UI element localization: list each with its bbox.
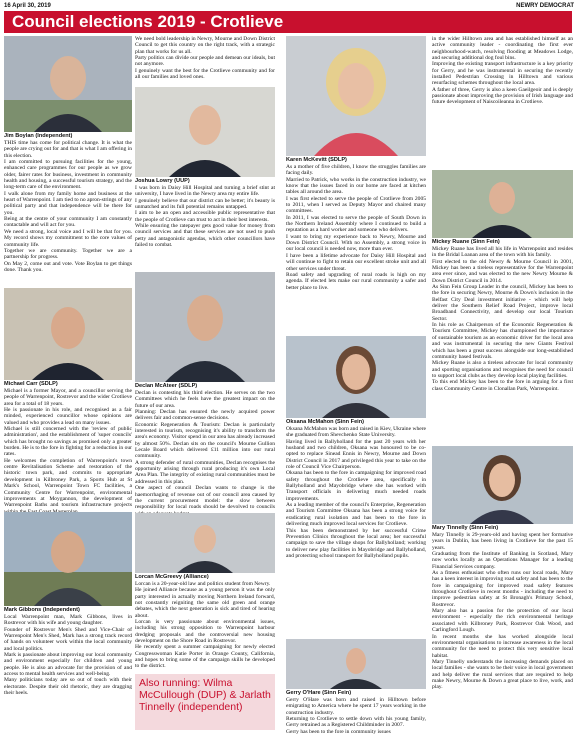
- article-mickey-ruane: [432, 246, 573, 444]
- paragraph: A father of three, Gerry is also a keen Gaeilgeoir and is deeply passionate about improving the provision of Irish language and future development of Naiscoileanna in Crotlieve.: [432, 86, 573, 106]
- caption-karen-mckevitt: Karen McKevitt (SDLP): [286, 157, 347, 163]
- photo-lorcan-mcgreevy: [135, 513, 275, 573]
- paragraph: Graduating from the Institute of Banking in Scotland, Mary now works locally as an Operations Manager for a leading Financial Services company.: [432, 551, 573, 570]
- paragraph: in the wider Hilltown area and has established himself as an active community leader - coordinating the first ever neighbourhood-watch, resolving flooding at Meadows Lodge, and securing additional dog foul bins.: [432, 36, 573, 62]
- photo-oksana-mcmahon: [286, 336, 426, 418]
- title-banner: [4, 11, 572, 33]
- caption-oksana-mcmahon: Oksana McMahon (Sinn Fein): [286, 419, 365, 425]
- paragraph: Mary Tinnelly understands the increasing demands placed on local families - she wants to be their voice in local government and help deliver the rural services that are required to help make Newry, Mourne & Down a great place to live, work, and play.: [432, 658, 573, 691]
- article-declan-mcateer: [135, 390, 275, 512]
- caption-joshua-lowry: Joshua Lowry (UUP): [135, 178, 190, 184]
- paragraph: Party politics can divide our people and demean our ideals, but not anymore.: [135, 55, 275, 68]
- paragraph: He is passionate in his role, and recognised as a fair minded, experienced councillor whose opinions are valued and who provides a lead on many issues.: [4, 407, 132, 426]
- paragraph: In his role as Chairperson of the Economic Regeneration & Tourism Committee, Mickey has championed the importance of sustainable tourism as an economic driver for the local area and was instrumental in securing the new Giants Festival which has been a great success alongside our long-established community based festivals.: [432, 322, 573, 360]
- article-mark-gibbons: [4, 614, 132, 735]
- photo-mary-tinnelly: [432, 446, 573, 524]
- caption-lorcan-mcgreevy: Lorcan McGreevy (Alliance): [135, 574, 209, 580]
- article-mary-tinnelly: [432, 532, 573, 736]
- paragraph: On May 2, come out and vote. Vote Boylan to get things done. Thank you.: [4, 260, 132, 273]
- caption-declan-mcateer: Declan McAteer (SDLP): [135, 383, 198, 389]
- paragraph: Planning: Declan has ensured the newly acquired power delivers fair and common-sense decisions.: [135, 409, 275, 422]
- photo-mark-gibbons: [4, 512, 132, 606]
- paragraph: Mary also has a passion for the protection of our local environment - especially the rich environmental heritage associated with Kilbroney Park, Rostrevor Oak Wood, and Carlingford Lough.: [432, 608, 573, 634]
- photo-gerry-ohare: [286, 639, 426, 689]
- paragraph: Michael is a former Mayor, and a councillor serving the people of Warrenpoint, Rostrevor and the wider Crotlieve area for a total of 18 years.: [4, 388, 132, 407]
- paragraph: He joined Alliance because as a young person it was the only party interested in actually moving Northern Ireland forward, not constantly reigniting the same old green and orange debates, which the next generation is sick and tired of hearing about.: [135, 587, 275, 619]
- paragraph: Declan is contesting his third election. He serves on the two Committees which he feels have the greatest impact on the future of our area.: [135, 390, 275, 409]
- paragraph: One aspect of council Declan wants to change is the haemorrhaging of revenue out of our council area caused by the current procurement model: the slow between responsibility for local roads should be devolved to councils: [135, 485, 275, 511]
- photo-declan-mcateer: [135, 272, 275, 382]
- paragraph: In recent months she has worked alongside local environmental organisations to increase awareness in the local community for the need to protect this very sensitive local habitat.: [432, 633, 573, 659]
- paragraph: I am committed to pursuing facilities for the young, enhanced care programmes for our people as we grow older, fairer rates for business, investment in community health and housing, a successful tourism strategy, and the long-term care of the environment.: [4, 159, 132, 191]
- paragraph: This has been demonstrated by her successful Crime Prevention Clinics throughout the local area; her successful campaign to save the village shops for Ballyholland; working to deliver new play facilities in Mayobridge and Ballyholland, and protecting school transport for Ballyholland pupils.: [286, 527, 426, 559]
- article-jim-boylan: [4, 140, 132, 288]
- paragraph: Returning to Crotlieve to settle down with his young family, Gerry retrained as a Registered Childminder in 2007.: [286, 716, 426, 729]
- paragraph: Together we are community. Together we are a partnership for progress.: [4, 247, 132, 261]
- paragraph: Having lived in Ballyholland for the past 20 years with her husband and two children, Oksana was honoured to be co-opted to replace Sinead Ennis in Newry, Mourne and Down District Council in 2017 and privileged this year to take on the role of Council Vice Chairperson.: [286, 438, 426, 471]
- paragraph: I walk alone from my family home and business at the heart of Warrenpoint. I am tied to no apron-strings of any political party and that independence will be there for you.: [4, 190, 132, 216]
- photo-mickey-ruane: [432, 170, 573, 238]
- photo-joshua-lowry: [135, 87, 275, 177]
- paragraph: Michael is still concerned with the 'review of public administration', and the establishment of 'super councils' which has brought no savings as promised only a greater burden. He is to the fore in fighting for a reduction in our rates.: [4, 426, 132, 458]
- paragraph: Improving the existing transport infrastructure is a key priority for Gerry, and he was instrumental in securing the recently installed Pedestrian Crossing in Hilltown and various resurfacing schemes throughout the local area.: [432, 61, 573, 87]
- article-column2-intro: [135, 36, 275, 86]
- article-karen-mckevitt: [286, 164, 426, 334]
- caption-mark-gibbons: Mark Gibbons (Independent): [4, 607, 80, 613]
- paragraph: We need a strong, local voice and I will be that for you. My record shows my commitment to the core values of community life.: [4, 228, 132, 248]
- paragraph: Gerry O'Hare was born and raised in Hilltown before emigrating to America where he spent 17 years working in the construction industry.: [286, 697, 426, 716]
- paragraph: Mickey Ruane is also a tireless advocate for local community and sporting organisations and recognises the need for council to support local clubs as they develop local playing facilities.: [432, 360, 573, 379]
- photo-karen-mckevitt: [286, 36, 426, 156]
- paragraph: THIS time has come for political change. It is what the people are crying out for and that is what I am offering in this election.: [4, 140, 132, 159]
- paragraph: I want to bring my experience back to Newry, Mourne and Down District Council. With no Assembly, a strong voice in our local council is needed now, more than ever.: [286, 233, 426, 253]
- caption-mary-tinnelly: Mary Tinnelly (Sinn Fein): [432, 525, 499, 531]
- paragraph: Oksana McMahon was born and raised in Kiev, Ukraine where she graduated from Shevchenko State University.: [286, 426, 426, 439]
- page-number-date: 16 April 30, 2019: [4, 3, 51, 9]
- paragraph: He recently spent a summer campaigning for newly elected Congresswoman Katie Porter in Orange County, California, and hopes to bring some of the campaign skills he developed to the district.: [135, 644, 275, 670]
- paragraph: Being at the centre of your community I am constantly contactable and will act for you.: [4, 216, 132, 229]
- paragraph: While ensuring the ratepayer gets good value for money from council services and that these services are not used to push petty and antagonistic agendas, which other councillors have failed to combat.: [135, 223, 275, 249]
- article-lorcan-mcgreevy: [135, 581, 275, 673]
- paragraph: Mickey Ruane has lived all his life in Warrenpoint and resides in the Bridal Loanan area of the town with his family.: [432, 246, 573, 259]
- paragraph: As a fitness enthusiast who often runs our local roads, Mary has a keen interest in improving road safety and has been to the fore in campaigning for improved road safety features throughout Crotlieve in recent months - including the need to improve pedestrian safety at St Bronagh's Primary School, Rostrevor.: [432, 570, 573, 608]
- paragraph: I was born in Daisy Hill Hospital and turning a brief stint at university, I have lived in the Newry area my entire life.: [135, 185, 275, 198]
- paragraph: Lorcan is very passionate about environmental issues, including his strong opposition to Warrenpoint harbour dredging proposals and the controversial new housing development on the Shore Road in Rostrevor.: [135, 619, 275, 645]
- paragraph: We need bold leadership in Newry, Mourne and Down District Council to get this country on the right track, with a strategic plan that works for us all.: [135, 36, 275, 55]
- article-gerry-ohare: [286, 697, 426, 737]
- paragraph: Founder of Rostrevor Men's Shed and Vice-Chair of Warrenpoint Men's Shed, Mark has a strong track record of hands on volunteer work within the local community and local politics.: [4, 626, 132, 652]
- masthead: NEWRY DEMOCRAT: [516, 3, 574, 9]
- paragraph: As a leading member of the council's Enterprise, Regeneration and Tourism Committee Oksana has been a strong voice for eradicating rural isolation and has been to the fore in delivering much improved local services for Crotlieve.: [286, 502, 426, 528]
- photo-michael-carr: [4, 288, 132, 380]
- paragraph: A strong defender of rural communities, Declan recognises the opportunity arising through rural producing it's own Local Area Plan. The integrity of existing rural communities must be addressed in this plan.: [135, 459, 275, 485]
- caption-jim-boylan: Jim Boylan (Independent): [4, 133, 73, 139]
- paragraph: I have been a lifetime advocate for Daisy Hill Hospital and will continue to fight to retain our excellent stroke unit and all other services under threat.: [286, 252, 426, 272]
- also-running-box: [135, 674, 275, 730]
- paragraph: First elected to the old Newry & Mourne Council in 2001, Mickey has been a tireless representative for the Warrenpoint area ever since, and was elected to the new Newry Mourne & Down District Council in 2014.: [432, 258, 573, 284]
- paragraph: To this end Mickey has been to the fore in arguing for a first class Community Centre in Clonallan Park, Warrenpoint.: [432, 379, 573, 392]
- paragraph: Economic Regeneration & Tourism: Declan is particularly interested in tourism, recognising it's ability to transform the area's economy. Visitor spend in our area has already increased by almost 50%. Declan sits on the council's Mourne Gullion Lecale Board which delivered £11 million into our rural community.: [135, 421, 275, 460]
- paragraph: I genuinely believe that our district can be better; it's beauty is unmatched and its full potential remains untapped.: [135, 197, 275, 211]
- paragraph: Married to Patrick, who works in the construction industry, we know that the issues faced in our home are faced at kitchen tables all around the area.: [286, 176, 426, 196]
- paragraph: Gerry has been to the fore in community issues: [286, 728, 391, 735]
- paragraph: As Sinn Fein Group Leader in the council, Mickey has been to the fore in securing Newry, Mourne & Down's inclusion in the Belfast City Deal investment initiative - which will help deliver the Southern Relief Road Project, improve local Broadband Connectivity, and develop our local Tourism Sector.: [432, 284, 573, 322]
- page-title: Council elections 2019 - Crotlieve: [12, 12, 284, 31]
- caption-mickey-ruane: Mickey Ruane (Sinn Fein): [432, 239, 500, 245]
- paragraph: As a mother of five children, I know the struggles families are facing daily.: [286, 164, 426, 177]
- paragraph: Mark is passionate about improving our local community and environment especially for children and young people. He is also an advocate for the provision of and access to mental health services and well-being.: [4, 652, 132, 678]
- paragraph: In 2011, I was elected to serve the people of South Down in the Northern Ireland Assembly where I continued to build a reputation as a hard worker and someone who delivers.: [286, 214, 426, 234]
- paragraph: Mary Tinnelly is 29-years-old and having spent her formative years in Dublin, has been living in Crotlieve for the past 15 years.: [432, 532, 573, 551]
- paragraph: Local Warrenpoint man, Mark Gibbons, lives in Rostrevor with his wife and young daughter.: [4, 614, 132, 627]
- article-oksana-mcmahon: [286, 426, 426, 638]
- paragraph: I was first elected to serve the people of Crotlieve from 2005 to 2011, when I served as Deputy Mayor and chaired many committees.: [286, 195, 426, 215]
- paragraph: Road safety and upgrading of rural roads is high on my agenda. If elected lets make our rural community a safer and better place to live.: [286, 271, 426, 291]
- article-joshua-lowry: [135, 185, 275, 271]
- article-column4-intro: [432, 36, 573, 168]
- also-running-text: Also running: Wilma McCullough (DUP) & Jarlath Tinnelly (independent): [139, 677, 271, 713]
- paragraph: I genuinely want the best for the Crotlieve community and for all our families and loved ones.: [135, 67, 275, 81]
- paragraph: I aim to be an open and accessible public representative that the people of Crotlieve can trust to act in their best interests.: [135, 210, 275, 223]
- paragraph: Lorcan is a 20-year-old law and politics student from Newry.: [135, 581, 271, 587]
- paragraph: Many politicians today are so out of touch with their electorate. Despite their old rhetoric, they are dragging their heels.: [4, 677, 132, 697]
- article-michael-carr: [4, 388, 132, 510]
- paragraph: He welcomes the completion of Warrenpoint's town centre Revitalisation Scheme and restoration of the historic town park, and commits to appropriate development in Kilbroney Park, a Sports Hub at St Mark's School, Warrenpoint Town FC facilities, a Community Centre for Warrenpoint, environmental improvements at Moygannon, the development of Warrenpoint Baths and tourism infrastructure projects: [4, 457, 132, 509]
- caption-michael-carr: Michael Carr (SDLP): [4, 381, 58, 387]
- photo-jim-boylan: [4, 36, 132, 132]
- caption-gerry-ohare: Gerry O'Hare (Sinn Fein): [286, 690, 352, 696]
- paragraph: Oksana has been to the fore in campaigning for improved road safety throughout the Crotlieve area, specifically in Ballyholland and Mayobridge where she has worked with Transport officials in delivering much needed roads improvements.: [286, 470, 426, 502]
